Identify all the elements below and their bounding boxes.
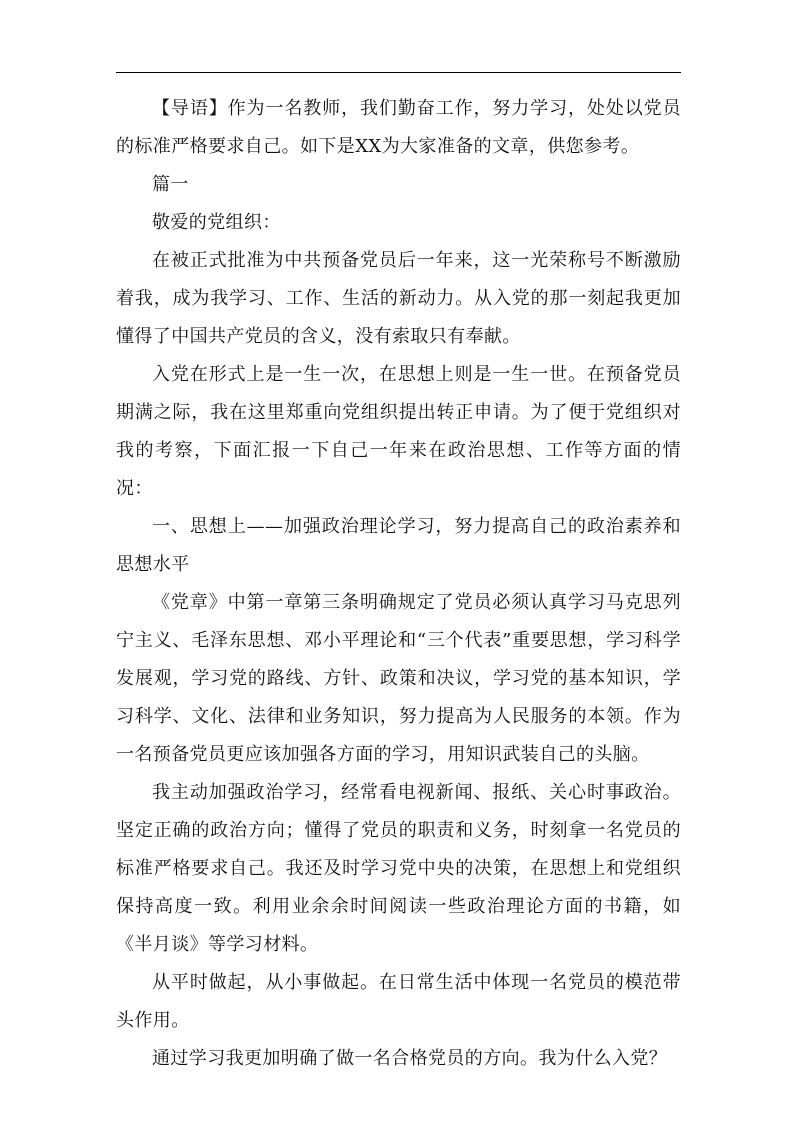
body-paragraph: 我主动加强政治学习，经常看电视新闻、报纸、关心时事政治。坚定正确的政治方向；懂得了党员的职责和义务，时刻拿一名党员的标准严格要求自己。我还及时学习党中央的决策，在思想上和党组织保持高度一致。利用业余余时间阅读一些政治理论方面的书籍，如《半月谈》等学习材料。	[116, 782, 681, 955]
subsection-heading: 一、思想上——加强政治理论学习，努力提高自己的政治素养和思想水平	[116, 516, 681, 575]
body-paragraph: 从平时做起，从小事做起。在日常生活中体现一名党员的模范带头作用。	[116, 972, 681, 1031]
intro-paragraph: 【导语】作为一名教师，我们勤奋工作，努力学习，处处以党员的标准严格要求自己。如下是XX为大家准备的文章，供您参考。	[116, 98, 681, 157]
body-paragraph: 入党在形式上是一生一次，在思想上则是一生一世。在预备党员期满之际，我在这里郑重向党组织提出转正申请。为了便于党组织对我的考察，下面汇报一下自己一年来在政治思想、工作等方面的情况：	[116, 364, 681, 499]
section-heading: 篇一	[152, 174, 189, 195]
document-body	[116, 90, 681, 1078]
body-paragraph: 通过学习我更加明确了做一名合格党员的方向。我为什么入党？	[152, 1048, 668, 1069]
body-paragraph: 在被正式批准为中共预备党员后一年来，这一光荣称号不断激励着我，成为我学习、工作、生活的新动力。从入党的那一刻起我更加懂得了中国共产党员的含义，没有索取只有奉献。	[116, 250, 681, 347]
body-paragraph: 《党章》中第一章第三条明确规定了党员必须认真学习马克思列宁主义、毛泽东思想、邓小平理论和“三个代表”重要思想，学习科学发展观，学习党的路线、方针、政策和决议，学习党的基本知识，学习科学、文化、法律和业务知识，努力提高为人民服务的本领。作为一名预备党员更应该加强各方面的学习，用知识武装自己的头脑。	[116, 592, 681, 765]
salutation: 敬爱的党组织：	[152, 212, 281, 233]
header-rule	[116, 72, 681, 73]
